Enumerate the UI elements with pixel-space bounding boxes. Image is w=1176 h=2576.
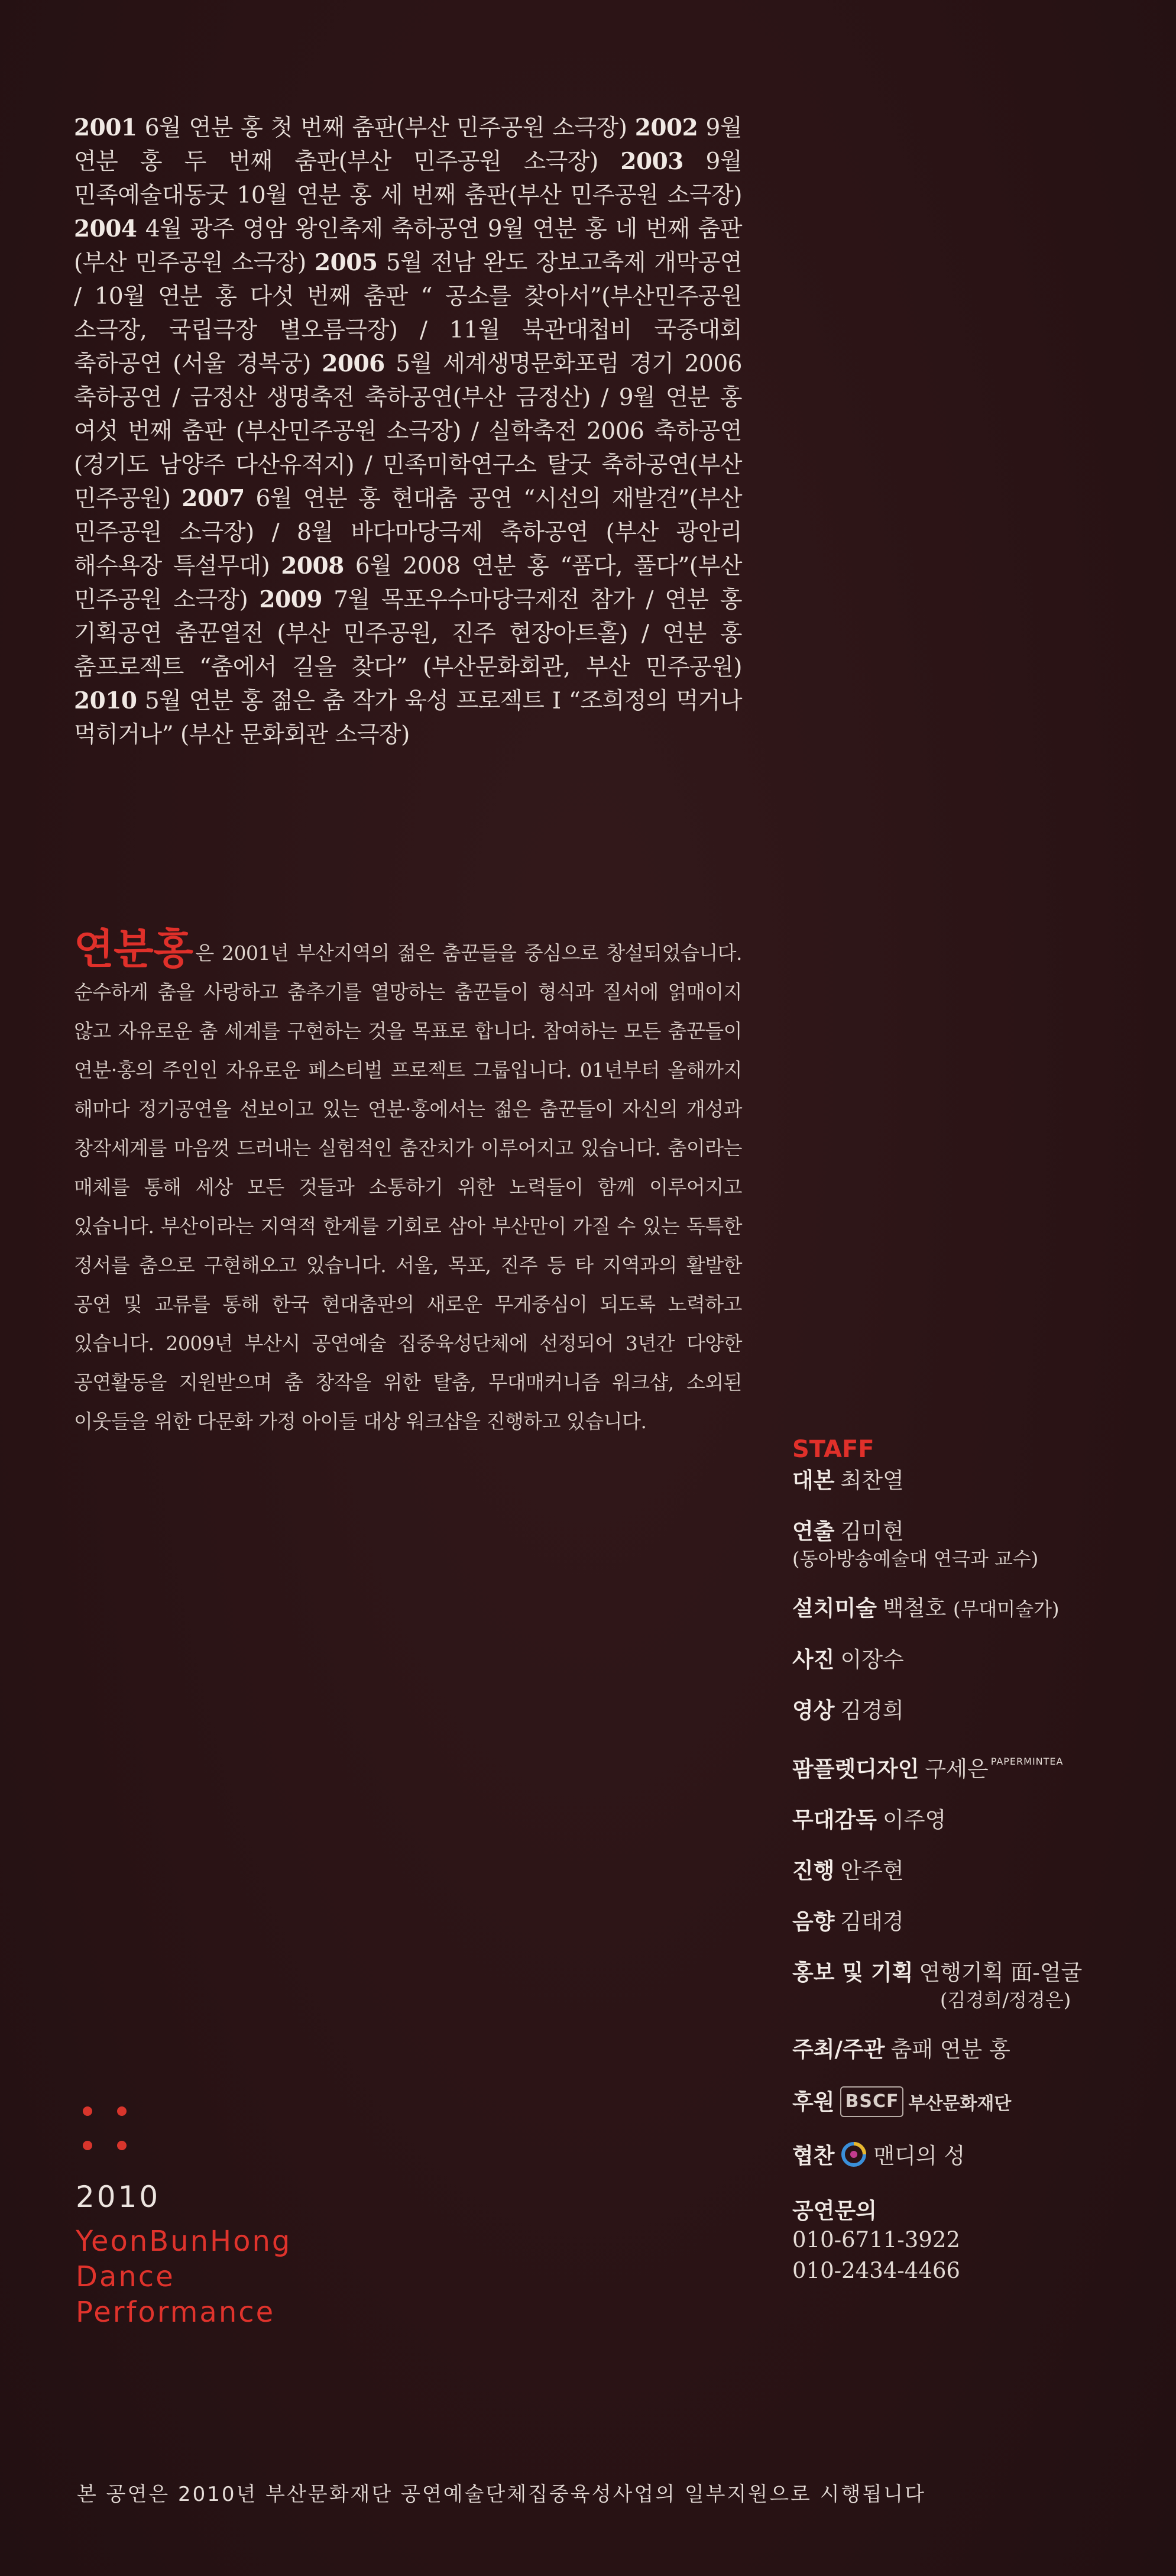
staff-role: 연출	[792, 1519, 835, 1544]
staff-name: 구세은	[925, 1756, 989, 1782]
history-entry: 5월 세계생명문화포럼 경기 2006 축하공연 / 금정산 생명축전 축하공연(부산 금정산) / 9월 연분 홍 여섯 번째 춤판 (부산민주공원 소극장) / 실학축전 2006 축하공연(경기도 남양주 다산유적지) / 민족미학연구소 탈굿 축하공연(부산 민주공원)	[74, 351, 742, 512]
title-line-1: YeonBunHong	[76, 2225, 292, 2258]
staff-name: 춤패 연분 홍	[890, 2037, 1010, 2062]
staff-name: 김경희	[840, 1698, 904, 1723]
history-entry: 5월 연분 홍 젊은 춤 작가 육성 프로젝트 I “조희정의 먹거나 먹히거나” (부산 문화회관 소극장)	[74, 688, 742, 748]
staff-row-host	[792, 2035, 1153, 2064]
contact-block	[792, 2193, 1153, 2286]
contact-label: 공연문의	[792, 2198, 877, 2224]
history-year: 2002	[634, 114, 698, 141]
staff-row-director	[792, 1517, 1153, 1572]
history-entry: 6월 연분 홍 첫 번째 춤판(부산 민주공원 소극장)	[137, 115, 635, 141]
history-year: 2010	[74, 687, 137, 714]
history-entry: 5월 전남 완도 장보고축제 개막공연 / 10월 연분 홍 다섯 번째 춤판 “ 공소를 찾아서”(부산민주공원 소극장, 국립극장 별오름극장) / 11월 북관대첩비 국중대회 축하공연 (서울 경복궁)	[74, 250, 742, 377]
staff-name: 이주영	[882, 1807, 947, 1833]
staff-name: 연행기획 面-얼굴	[919, 1960, 1083, 1985]
staff-role: 설치미술	[792, 1596, 877, 1621]
staff-name: 맨디의 성	[873, 2143, 966, 2169]
history-year: 2009	[259, 586, 322, 613]
history-entry: 4월 광주 영암 왕인축제 축하공연 9월 연분 홍 네 번째 춤판(부산 민주공원 소극장)	[74, 216, 742, 276]
staff-role: 팜플렛디자인	[792, 1756, 919, 1782]
dot-icon	[117, 2106, 127, 2116]
history-entry: 7월 목포우수마당극제전 참가 / 연분 홍 기획공연 춤꾼열전 (부산 민주공원, 진주 현장아트홀) / 연분 홍 춤프로젝트 “춤에서 길을 찾다” (부산문화회관, 부산 민주공원)	[74, 587, 742, 681]
staff-heading: STAFF	[792, 1436, 874, 1463]
contact-phone-2: 010-2434-4466	[792, 2258, 960, 2283]
staff-row-pr	[792, 1959, 1153, 2013]
staff-row-pamphlet	[792, 1747, 1153, 1784]
staff-list	[792, 1436, 1153, 2286]
designer-tag: PAPERMINTEA	[990, 1756, 1064, 1767]
swirl-logo-icon	[840, 2141, 867, 2168]
staff-name: 안주현	[840, 1858, 904, 1884]
staff-role: 대본	[792, 1468, 835, 1493]
staff-name: 이장수	[840, 1647, 904, 1672]
staff-role: 후원	[792, 2089, 835, 2115]
history-year: 2003	[620, 148, 683, 175]
staff-row-script	[792, 1467, 1153, 1495]
staff-role: 영상	[792, 1698, 835, 1723]
staff-row-photo	[792, 1646, 1153, 1674]
dot-icon	[83, 2106, 92, 2116]
history-year: 2005	[315, 249, 378, 276]
intro-paragraph	[74, 924, 742, 1441]
dot-icon	[117, 2141, 127, 2150]
history-year: 2006	[322, 350, 385, 377]
staff-row-video	[792, 1697, 1153, 1725]
dot-icon	[83, 2141, 92, 2150]
staff-name: 김태경	[840, 1909, 904, 1934]
staff-row-progress	[792, 1857, 1153, 1885]
footer-note: 본 공연은 2010년 부산문화재단 공연예술단체집중육성사업의 일부지원으로 시행됩니다	[77, 2483, 926, 2506]
staff-row-coop	[792, 2141, 1153, 2170]
staff-name: 최찬열	[840, 1468, 904, 1493]
staff-note: (동아방송예술대 연극과 교수)	[792, 1548, 1039, 1570]
history-year: 2001	[74, 114, 137, 141]
dots-decoration	[83, 2106, 142, 2154]
history-entry: 6월 연분 홍 현대춤 공연 “시선의 재발견”(부산 민주공원 소극장) / 8월 바다마당극제 축하공연 (부산 광안리 해수욕장 특설무대)	[74, 486, 742, 580]
staff-note: (김경희/정경은)	[940, 1989, 1071, 2011]
staff-role: 음향	[792, 1909, 835, 1934]
history-year: 2004	[74, 215, 137, 242]
staff-name: 김미현	[840, 1519, 904, 1544]
intro-text: 은 2001년 부산지역의 젊은 춤꾼들을 중심으로 창설되었습니다. 순수하게 춤을 사랑하고 춤추기를 열망하는 춤꾼들이 형식과 질서에 얽매이지 않고 자유로운 춤 세계를 구현하는 것을 목표로 합니다. 참여하는 모든 춤꾼들이 연분·홍의 주인인 자유로운 페스티벌 프로젝트 그룹입니다. 01년부터 올해까지 해마다 정기공연을 선보이고 있는 연분·홍에서는 젊은 춤꾼들이 자신의 개성과 창작세계를 마음껏 드러내는 실험적인 춤잔치가 이루어지고 있습니다. 춤이라는 매체를 통해 세상 모든 것들과 소통하기 위한 노력들이 함께 이루어지고 있습니다. 부산이라는 지역적 한계를 기회로 삼아 부산만이 가질 수 있는 독특한 정서를 춤으로 구현해오고 있습니다. 서울, 목포, 진주 등 타 지역과의 활발한 공연 및 교류를 통해 한국 현대춤판의 새로운 무게중심이 되도록 노력하고 있습니다. 2009년 부산시 공연예술 집중육성단체에 선정되어 3년간 다양한 공연활동을 지원받으며 춤 창작을 위한 탈춤, 무대매커니즘 워크샵, 소외된 이웃들을 위한 다문화 가정 아이들 대상 워크샵을 진행하고 있습니다.	[74, 941, 742, 1433]
staff-row-art	[792, 1594, 1153, 1623]
history-year: 2007	[182, 485, 245, 512]
history-text	[74, 111, 742, 752]
staff-row-stage	[792, 1806, 1153, 1834]
staff-role: 홍보 및 기획	[792, 1960, 913, 1985]
history-entry: 6월 2008 연분 홍 “품다, 풀다”(부산 민주공원 소극장)	[74, 553, 742, 613]
staff-role: 무대감독	[792, 1807, 877, 1833]
title-line-3: Performance	[76, 2296, 276, 2329]
history-entry: 9월 연분 홍 두 번째 춤판(부산 민주공원 소극장)	[74, 115, 742, 175]
staff-role: 협찬	[792, 2143, 835, 2169]
staff-role: 진행	[792, 1858, 835, 1884]
performance-year: 2010	[76, 2180, 161, 2214]
staff-name: 부산문화재단	[908, 2093, 1012, 2114]
staff-role: 주최/주관	[792, 2037, 885, 2062]
performance-title	[76, 2224, 291, 2330]
staff-row-sound	[792, 1908, 1153, 1936]
bscf-logo-icon: BSCF	[840, 2086, 903, 2117]
brand-name: 연분홍	[74, 924, 193, 973]
history-entry: 9월 민족예술대동굿 10월 연분 홍 세 번째 춤판(부산 민주공원 소극장)	[74, 148, 742, 209]
staff-name: 백철호	[882, 1596, 947, 1621]
contact-phone-1: 010-6711-3922	[792, 2227, 960, 2253]
staff-role: 사진	[792, 1647, 835, 1672]
history-year: 2008	[281, 552, 344, 580]
title-line-2: Dance	[76, 2260, 175, 2293]
staff-row-sponsor	[792, 2086, 1153, 2118]
staff-note: (무대미술가)	[953, 1598, 1060, 1620]
